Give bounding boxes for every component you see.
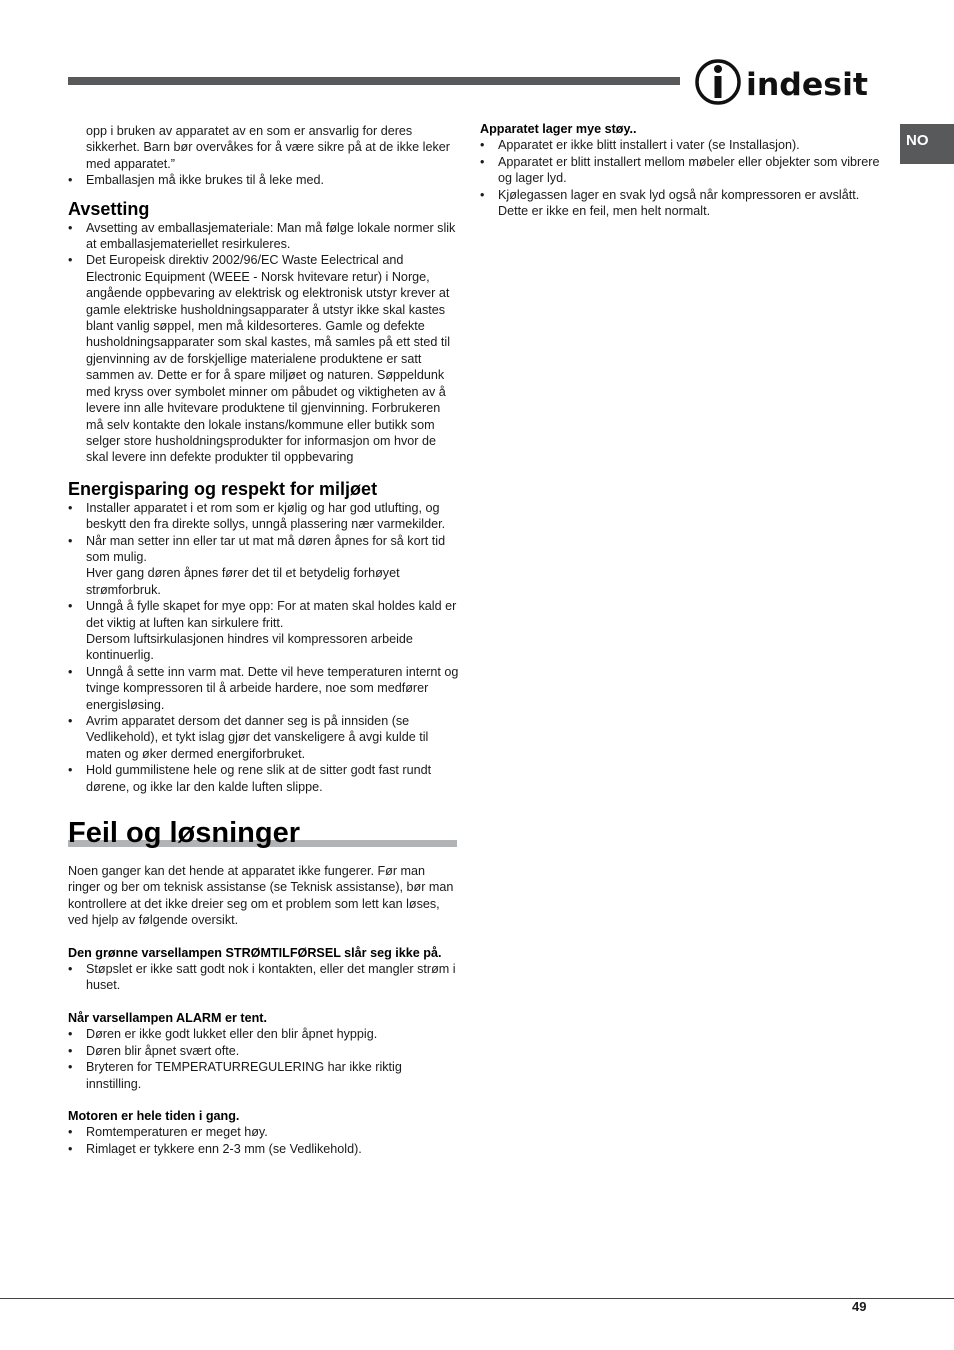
list-item-text: Når man setter inn eller tar ut mat må døren åpnes for så kort tid som mulig. xyxy=(86,533,446,564)
section-heading-energi: Energisparing og respekt for miljøet xyxy=(68,478,378,499)
list-item: • Emballasjen må ikke brukes til å leke med. xyxy=(68,172,460,188)
problem-list xyxy=(480,137,880,219)
list-item: • Døren blir åpnet svært ofte. xyxy=(68,1043,460,1059)
list-item: • Rimlaget er tykkere enn 2-3 mm (se Vedlikehold). xyxy=(68,1141,460,1157)
list-item-text: Unngå å fylle skapet for mye opp: For at maten skal holdes kald er det viktig at luften kan sirkulere fritt. xyxy=(86,599,457,630)
list-item: • Avrim apparatet dersom det danner seg is på innsiden (se Vedlikehold), et tykt islag gjør det vanskeligere å avgi kulde til maten og øker dermed energiforbruket. xyxy=(68,713,460,762)
list-item-extra: Dersom luftsirkulasjonen hindres vil kompressoren arbeide kontinuerlig. xyxy=(86,631,413,663)
energi-list xyxy=(68,500,460,795)
svg-text:indesit: indesit xyxy=(746,67,869,103)
list-item: • Installer apparatet i et rom som er kjølig og har god utlufting, og beskytt den fra direkte sollys, unngå plassering nær varmekilder. xyxy=(68,500,460,533)
list-item: • Avsetting av emballasjemateriale: Man må følge lokale normer slik at emballasjemateriellet resirkuleres. xyxy=(68,220,460,253)
list-item: • Døren er ikke godt lukket eller den blir åpnet hyppig. xyxy=(68,1026,460,1042)
page-title xyxy=(68,816,460,850)
intro-continuation: opp i bruken av apparatet av en som er ansvarlig for deres sikkerhet. Barn bør overvåkes for å være sikre på at de ikke leker med apparatet.” xyxy=(86,124,450,171)
page-number: 49 xyxy=(852,1299,867,1314)
problem-list xyxy=(68,961,460,994)
list-item: • Det Europeisk direktiv 2002/96/EC Waste Eelectrical and Electronic Equipment (WEEE - Norsk hvitevare retur) i Norge, angående oppbevaring av elektrisk og elektronisk utstyr krever at gamle elektriske husholdningsapparater å utstyr ikke skal kastes blant vanlig søppel, men må kildesorteres. Gamle og defekte husholdningsapparater som skal kastes, må samles på ett sted til gjenvinning av de forskjellige materialene produktene er satt sammen av. Dette er for å spare miljøet og naturen. Søppeldunk med kryss over symbolet minner om påbudet og viktigheten av å levere inn alle hvitevare produktene til gjenvinning. Forbrukeren må selv kontakte den lokale instans/kommune eller butikk som selger store husholdningsprodukter for informasjon om hvor de skal levere inn defekte produkter til oppbevaring xyxy=(68,252,460,465)
problem-heading: Apparatet lager mye støy.. xyxy=(480,122,637,136)
problem-list xyxy=(68,1124,460,1157)
list-item: • Apparatet er ikke blitt installert i vater (se Installasjon). xyxy=(480,137,880,153)
page-title-text: Feil og løsninger xyxy=(68,817,301,850)
list-item xyxy=(68,598,460,664)
right-column xyxy=(480,121,880,219)
list-item: • Støpslet er ikke satt godt nok i kontakten, eller det mangler strøm i huset. xyxy=(68,961,460,994)
problem-list xyxy=(68,1026,460,1092)
list-item: • Bryteren for TEMPERATURREGULERING har ikke riktig innstilling. xyxy=(68,1059,460,1092)
intro-list xyxy=(68,172,460,188)
list-item: • Unngå å sette inn varm mat. Dette vil heve temperaturen internt og tvinge kompressoren til å arbeide hardere, noe som medfører energisløsing. xyxy=(68,664,460,713)
list-item: • Kjølegassen lager en svak lyd også når kompressoren er avslått. Dette er ikke en feil, men helt normalt. xyxy=(480,187,880,220)
list-item: • Apparatet er blitt installert mellom møbeler eller objekter som vibrere og lager lyd. xyxy=(480,154,880,187)
section-heading-avsetting: Avsetting xyxy=(68,198,150,219)
left-column xyxy=(68,123,460,1157)
language-tab: NO xyxy=(900,124,954,164)
footer-rule xyxy=(0,1298,954,1299)
list-item-extra: Hver gang døren åpnes fører det til et betydelig forhøyet strømforbruk. xyxy=(86,566,400,597)
list-item: • Hold gummilistene hele og rene slik at de sitter godt fast rundt dørene, og ikke lar den kalde luften slippe. xyxy=(68,762,460,795)
problem-heading: Den grønne varsellampen STRØMTILFØRSEL slår seg ikke på. xyxy=(68,945,442,960)
list-item xyxy=(68,533,460,599)
avsetting-list xyxy=(68,220,460,466)
feil-intro: Noen ganger kan det hende at apparatet ikke fungerer. Før man ringer og ber om teknisk assistanse (se Teknisk assistanse), bør man kontrollere at det ikke dreier seg om et problem som lett kan løses, ved hjelp av følgende oversikt. xyxy=(68,864,454,928)
problem-heading: Motoren er hele tiden i gang. xyxy=(68,1108,240,1123)
indesit-logo xyxy=(694,58,870,106)
header-bar xyxy=(68,77,680,85)
problem-heading: Når varsellampen ALARM er tent. xyxy=(68,1010,267,1025)
list-item: • Romtemperaturen er meget høy. xyxy=(68,1124,460,1140)
